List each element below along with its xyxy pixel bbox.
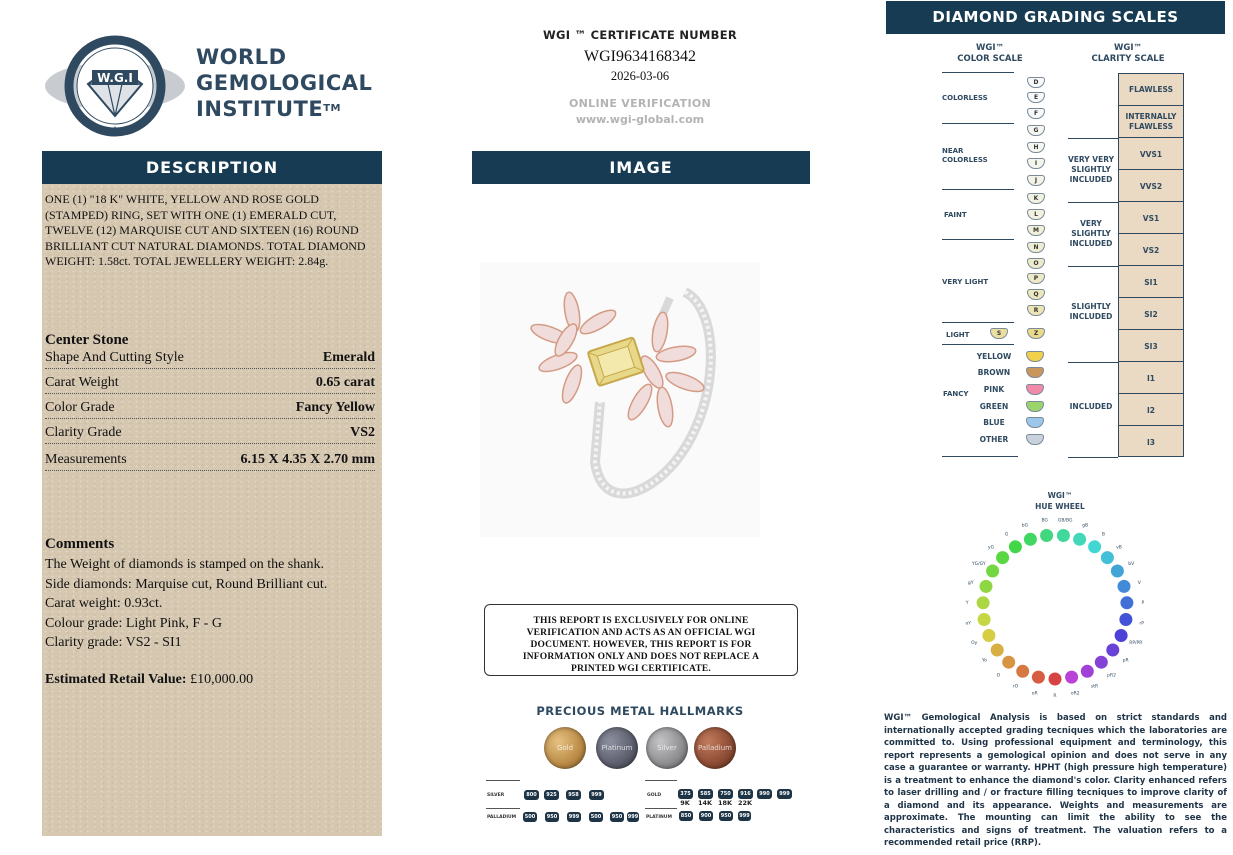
center-stone-row [45,398,375,419]
hallmark-badge: 800 [524,790,539,800]
hue-label: rP [1139,621,1144,627]
color-grade-gem: J [1027,175,1045,186]
hue-gem-dot [1119,613,1133,627]
hue-label: gB [1082,523,1089,529]
divider [942,322,1014,323]
hue-label: Y [965,600,969,606]
logo-badge: W.G.I [97,71,133,85]
karat-label: 18K [717,799,733,807]
row-label: Clarity Grade [45,425,122,440]
row-value: Emerald [322,350,375,365]
fancy-blue-gem-icon [1026,417,1044,428]
fancy-brown-gem-icon [1026,367,1044,378]
clarity-group-label: VERY VERY SLIGHTLY INCLUDED [1067,155,1115,184]
divider [942,189,1014,190]
divider [1068,457,1118,458]
fancy-pink-gem-icon [1026,384,1044,395]
hue-gem-dot [1094,655,1108,669]
clarity-grade: SI1 [1118,266,1184,298]
divider [942,456,1018,457]
description-text: ONE (1) "18 K" WHITE, YELLOW AND ROSE GOLD (STAMPED) RING, SET WITH ONE (1) EMERALD CUT, TWELVE (12) MARQUISE CUT AND SIXTEEN (16) ROUND BRILLIANT CUT NATURAL DIAMONDS. TOTAL DIAMOND WEIGHT: 1.58ct. TOTAL JEWELLERY WEIGHT: 2.84g. [45,192,366,268]
logo-line-2: GEMOLOGICAL [196,71,373,95]
color-grade-gem: E [1027,92,1045,103]
divider [942,344,1014,345]
hue-label: bG [1021,523,1029,529]
hallmark-badge: 900 [700,813,712,819]
hue-label: vB [1116,545,1122,551]
hue-wheel [960,512,1150,702]
logo-line-1: WORLD [196,45,287,69]
notice-line: THIS REPORT IS EXCLUSIVELY FOR ONLINE [533,616,749,626]
hue-gem-dot [1117,579,1131,593]
svg-text:★: ★ [110,125,120,136]
hue-label: yG [987,545,995,551]
row-value: 6.15 X 4.35 X 2.70 mm [240,452,375,467]
color-grade-gem: O [1027,258,1045,269]
hue-gem-dot [1120,596,1134,610]
notice-line: PRINTED WGI CERTIFICATE. [570,664,712,674]
hue-gem-dot [1065,670,1079,684]
fancy-color-label: BROWN [977,368,1011,377]
karat-label: 22K [737,799,753,807]
online-verification-notice [484,604,798,676]
hallmark-badge: 958 [566,790,581,800]
divider [1068,362,1118,363]
hue-label: oY [965,621,972,627]
retail-value: £10,000.00 [190,672,254,687]
hue-gem-dot [1080,664,1094,678]
hallmark-badge: 585 [698,789,713,799]
hue-gem-dot [1056,529,1070,543]
hallmark-badge: 925 [544,790,559,800]
hue-gem-dot [990,643,1004,657]
fancy-color-label: BLUE [983,418,1005,427]
karat-label: 14K [697,799,713,807]
row-value: Fancy Yellow [295,400,375,415]
clarity-grade: VVS2 [1118,170,1184,202]
color-grade-gem: H [1027,142,1045,153]
hue-gem-dot [979,579,993,593]
hue-label: Yo [981,658,987,664]
color-grade-gem: S [990,328,1008,339]
color-grade-gem: P [1027,273,1045,284]
hue-label: stR [1090,684,1099,690]
divider [942,72,1014,73]
hallmark-badge: 375 [678,789,693,799]
color-group-label: LIGHT [946,331,970,339]
hue-gem-dot [1073,532,1087,546]
karat-label: 9K [680,799,690,807]
color-group-label: VERY LIGHT [942,278,989,286]
color-group-label: NEAR COLORLESS [942,147,988,164]
color-grade-gem: Z [1027,328,1045,339]
hue-label: bV [1128,562,1135,567]
center-stone-row [45,373,375,394]
retail-label: Estimated Retail Value: [45,672,187,687]
clarity-scale-heading: WGI™ CLARITY SCALE [1091,43,1165,64]
platinum-hallmark-label: PLATINUM [646,815,672,820]
image-header: IMAGE [472,151,810,184]
palladium-coin-icon: Palladium [694,727,736,769]
hallmarks-title: PRECIOUS METAL HALLMARKS [536,704,744,718]
hallmark-badge: 500 [590,814,602,820]
divider [942,239,1014,240]
divider [486,808,520,809]
hue-label: RP/PR [1129,640,1143,646]
fancy-color-label: YELLOW [976,352,1012,361]
hue-gem-dot [1031,670,1045,684]
clarity-grade: VS1 [1118,202,1184,234]
color-grade-gem: M [1027,225,1045,236]
logo-line-3: INSTITUTE™ [196,97,341,121]
hue-label: pR2 [1107,673,1117,679]
hue-gem-dot [1106,643,1120,657]
hallmark-badge: 500 [524,814,536,820]
clarity-grade: I2 [1118,394,1184,426]
platinum-coin-icon: Platinum [596,727,638,769]
hue-label: YG/GY [971,562,986,567]
color-grade-gem: G [1027,125,1045,136]
divider [645,780,677,781]
palladium-hallmark-label: PALLADIUM [487,815,517,820]
clarity-grade: VS2 [1118,234,1184,266]
divider [1068,202,1118,203]
divider [645,808,677,809]
color-grade-gem: D [1027,77,1045,88]
logo-wordmark [196,44,372,122]
center-stone-row [45,348,375,369]
hue-gem-dot [1002,655,1016,669]
hue-label: R [1053,694,1057,699]
certificate-date: 2026-03-06 [610,69,670,83]
hue-label: pR [1122,658,1129,664]
color-scale-heading: WGI™ COLOR SCALE [957,43,1023,64]
silver-hallmark-label: SILVER [487,793,505,798]
row-label: Color Grade [45,400,115,415]
comment-line: Clarity grade: VS2 - SI1 [45,635,182,650]
divider [486,780,520,781]
color-grade-gem: K [1027,193,1045,204]
fancy-color-label: OTHER [979,435,1009,444]
clarity-grade: SI3 [1118,330,1184,362]
notice-line: INFORMATION ONLY AND DOES NOT REPLACE A [522,652,760,662]
clarity-group-label: SLIGHTLY INCLUDED [1069,302,1113,321]
comment-line: Carat weight: 0.93ct. [45,596,163,611]
estimated-retail-value [45,672,253,688]
hue-gem-dot [1016,664,1030,678]
online-verification-label: ONLINE VERIFICATION [569,97,711,110]
hue-label: B [1101,532,1105,538]
row-label: Shape And Cutting Style [45,350,184,365]
gold-coin-icon: Gold [544,727,586,769]
hue-label: G [1004,532,1009,538]
color-grade-gem: N [1027,242,1045,253]
hallmark-badge: 750 [718,789,733,799]
clarity-grade: I1 [1118,362,1184,394]
hue-label: rO [1012,684,1019,690]
hue-label: BG [1041,518,1049,524]
hue-gem-dot [977,613,991,627]
hue-label: Oy [971,640,978,646]
hallmark-badge: 990 [757,789,772,799]
hallmark-badge: 950 [546,814,558,820]
hue-label: O [996,673,1001,679]
fancy-color-label: GREEN [979,402,1009,411]
comment-line: The Weight of diamonds is stamped on the shank. [45,557,324,572]
hue-label: P [1141,600,1145,606]
notice-line: VERIFICATION AND ACTS AS AN OFFICIAL WGI [526,628,756,638]
center-stone-title: Center Stone [45,332,129,348]
divider [942,123,1014,124]
hallmark-badge: 950 [720,813,732,819]
hue-gem-dot [1100,551,1114,565]
hue-label: oR [1031,691,1038,697]
hue-gem-dot [1023,532,1037,546]
clarity-group-label: VERY SLIGHTLY INCLUDED [1069,219,1113,248]
comments-title: Comments [45,536,115,552]
clarity-grade: I3 [1146,438,1155,447]
divider [1068,266,1118,267]
hallmark-badge: 916 [738,789,753,799]
color-grade-gem: L [1027,209,1045,220]
color-grade-gem: F [1027,108,1045,119]
comment-line: Side diamonds: Marquise cut, Round Brilliant cut. [45,576,328,592]
hallmark-badge: 950 [611,814,623,820]
fancy-group-label: FANCY [943,390,969,398]
wgi-logo [40,34,390,139]
hue-wheel-title: WGI™ HUE WHEEL [1035,491,1085,511]
hue-gem-dot [1048,672,1062,686]
description-panel [42,184,382,836]
clarity-group-label: INCLUDED [1069,402,1113,411]
fancy-green-gem-icon [1026,401,1044,412]
certificate-number-label: WGI ™ CERTIFICATE NUMBER [542,28,738,42]
hue-gem-dot [1040,529,1054,543]
hue-label: V [1137,580,1141,586]
hue-gem-dot [1008,540,1022,554]
fancy-yellow-gem-icon [1026,351,1044,362]
silver-coin-icon: Silver [646,727,688,769]
color-grade-gem: Q [1027,289,1045,300]
notice-line: DOCUMENT. HOWEVER, THIS REPORT IS FOR [530,640,752,650]
hue-gem-dot [996,551,1010,565]
hue-label: gY [967,580,974,586]
certificate-number: WGI9634168342 [584,48,696,65]
description-header: DESCRIPTION [42,151,382,184]
hue-gem-dot [976,596,990,610]
hallmark-badge: 999 [568,814,580,820]
gemological-analysis-text: WGI™ Gemological Analysis is based on strict standards and internationally accepted grading tecniques which the laboratories are committed to. Using professional equipment and terminology, this report represents a gemological opinion and does not serve in any case a guarantee or warranty. HPHT (high pressure high temperature) is a treatment to enhance the diamond's color. Clarity enhanced refers to laser drilling and / or fracture filling tecniques to improve clarity of a diamond and its appearance. Weights and measurements are approximate. The mounting can limit the ability to see the characteristics and signs of treatment. The valuation refers to a recommended retail price (RRP). [884,713,1227,848]
color-grade-gem: R [1027,305,1045,316]
color-group-label: COLORLESS [942,94,988,102]
hue-gem-dot [1088,540,1102,554]
row-label: Carat Weight [45,375,119,390]
center-stone-row [45,450,375,471]
fancy-other-gem-icon [1026,434,1044,445]
gold-hallmark-label: GOLD [647,793,662,798]
clarity-grade: SI2 [1118,298,1184,330]
clarity-grade: INTERNALLY FLAWLESS [1118,106,1184,138]
divider [1068,138,1118,139]
wgi-globe-emblem-icon [40,34,190,139]
row-value: 0.65 carat [315,375,375,390]
clarity-grade: VVS1 [1118,138,1184,170]
ring-photo [480,262,760,537]
hue-gem-dot [986,564,1000,578]
color-grade-gem: I [1027,158,1045,169]
row-value: VS2 [350,425,375,440]
hallmark-badge: 999 [589,790,604,800]
color-group-label: FAINT [944,211,967,219]
grading-scales-header: DIAMOND GRADING SCALES [886,1,1225,34]
comment-line: Colour grade: Light Pink, F - G [45,615,222,631]
verification-url-link[interactable]: www.wgi-global.com [575,113,705,126]
fancy-color-label: PINK [983,385,1005,394]
hue-label: oR2 [1070,691,1080,697]
hallmark-badge: 999 [777,789,792,799]
hallmark-badge: 999 [627,814,639,820]
hallmark-badge: 999 [739,813,750,819]
hue-gem-dot [1114,629,1128,643]
comments-list [45,555,380,653]
hue-gem-dot [982,629,996,643]
hue-gem-dot [1110,564,1124,578]
row-label: Measurements [45,452,127,467]
center-stone-row [45,423,375,444]
hallmark-badge: 850 [680,813,692,819]
hue-label: GB/BG [1057,518,1073,524]
clarity-grade: FLAWLESS [1118,73,1184,106]
